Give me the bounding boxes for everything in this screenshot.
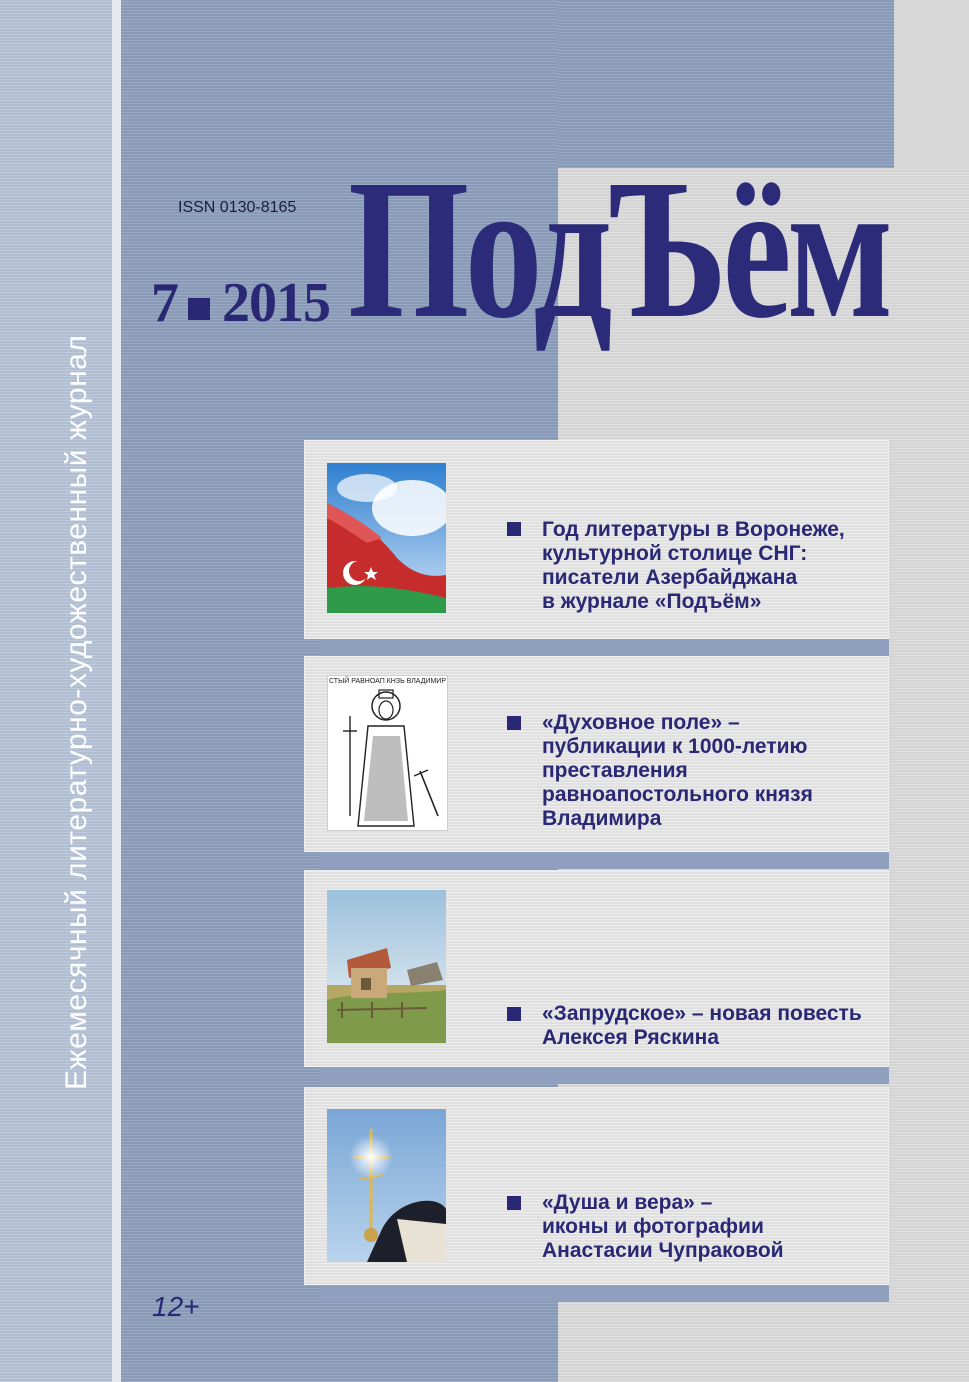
feature-headline-3: «Запрудское» – новая повесть Алексея Ряскина <box>542 1002 862 1049</box>
issue-number: 7 <box>151 272 178 334</box>
bullet-icon <box>507 1007 521 1021</box>
feature-panel-1-shadow <box>320 639 889 656</box>
village-watercolor-image <box>327 890 446 1043</box>
issn-number: ISSN 0130-8165 <box>178 199 297 216</box>
issue-label <box>151 271 330 335</box>
left-outer-band <box>0 0 112 1382</box>
bullet-icon <box>507 716 521 730</box>
magazine-subtitle: Ежемесячный литературно-художественный журнал <box>60 334 93 1090</box>
band-divider <box>112 0 121 1382</box>
bullet-icon <box>507 1196 521 1210</box>
age-rating: 12+ <box>152 1291 200 1322</box>
icon-inscription: СТЫЙ РАВНОАП КНЗЬ ВЛАДИМИР <box>328 678 446 685</box>
top-band-edge <box>894 0 969 168</box>
issue-separator <box>188 298 210 320</box>
feature-headline-4: «Душа и вера» – иконы и фотографии Анастасии Чупраковой <box>542 1191 784 1262</box>
feature-panel-2-shadow <box>320 852 889 869</box>
issue-year: 2015 <box>222 272 330 334</box>
azerbaijan-flag-image <box>327 463 446 613</box>
church-cross-photo <box>327 1109 446 1262</box>
feature-headline-2: «Духовное поле» – публикации к 1000-летию преставления равноапостольного князя Владимира <box>542 711 813 830</box>
feature-headline-1: Год литературы в Воронеже, культурной столице СНГ: писатели Азербайджана в журнале «Подъём» <box>542 518 845 613</box>
bullet-icon <box>507 522 521 536</box>
saint-vladimir-icon-drawing <box>327 675 448 831</box>
feature-panel-3-shadow <box>320 1067 889 1084</box>
feature-panel-4-shadow <box>320 1285 889 1302</box>
magazine-title: ПодЪём <box>348 139 889 360</box>
